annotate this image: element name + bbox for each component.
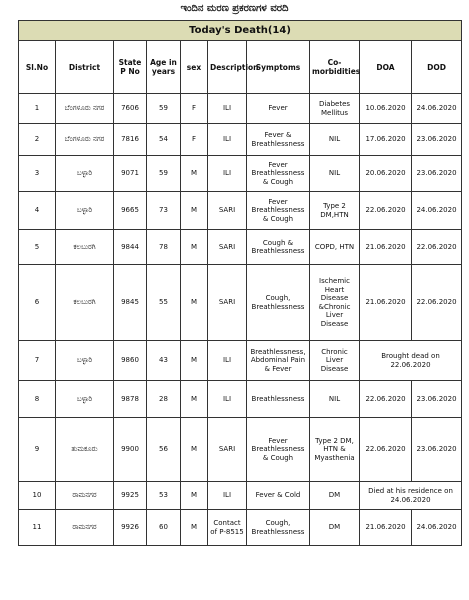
cell-slno: 2 [19, 124, 56, 156]
cell-age: 43 [147, 341, 181, 381]
cell-age: 53 [147, 482, 181, 510]
cell-dod: 23.06.2020 [412, 124, 462, 156]
cell-symptoms: Cough & Breathlessness [247, 230, 310, 265]
cell-age: 78 [147, 230, 181, 265]
cell-doa: 21.06.2020 [360, 230, 412, 265]
cell-sex: M [181, 341, 208, 381]
cell-symptoms: Breathlessness [247, 381, 310, 418]
cell-age: 56 [147, 418, 181, 482]
table-title: Today's Death(14) [19, 21, 462, 41]
cell-state-pno: 7606 [114, 94, 147, 124]
cell-district: ರಾಮನಗರ [56, 510, 114, 546]
page-heading: ಇಂದಿನ ಮರಣ ಪ್ರಕರಣಗಳ ವರದಿ [180, 3, 289, 14]
col-header-sex: sex [181, 41, 208, 94]
cell-comorbidities: NIL [310, 156, 360, 192]
table-row [19, 265, 462, 341]
cell-sex: M [181, 265, 208, 341]
table-row [19, 230, 462, 265]
cell-symptoms: Cough, Breathlessness [247, 510, 310, 546]
cell-doa: 21.06.2020 [360, 265, 412, 341]
cell-age: 73 [147, 192, 181, 230]
cell-state-pno: 9925 [114, 482, 147, 510]
cell-comorbidities: Chronic Liver Disease [310, 341, 360, 381]
cell-state-pno: 9665 [114, 192, 147, 230]
cell-description: ILI [208, 156, 247, 192]
cell-dod: 23.06.2020 [412, 156, 462, 192]
cell-age: 59 [147, 156, 181, 192]
cell-symptoms: Fever & Cold [247, 482, 310, 510]
cell-state-pno: 9844 [114, 230, 147, 265]
cell-description: SARI [208, 230, 247, 265]
cell-symptoms: Fever & Breathlessness [247, 124, 310, 156]
cell-state-pno: 9845 [114, 265, 147, 341]
table-row [19, 156, 462, 192]
cell-state-pno: 7816 [114, 124, 147, 156]
cell-symptoms: Cough, Breathlessness [247, 265, 310, 341]
cell-age: 55 [147, 265, 181, 341]
cell-sex: M [181, 482, 208, 510]
cell-slno: 8 [19, 381, 56, 418]
col-header-description: Description [208, 41, 247, 94]
col-header-symptoms: Symptoms [247, 41, 310, 94]
cell-slno: 3 [19, 156, 56, 192]
cell-state-pno: 9071 [114, 156, 147, 192]
cell-dod: 24.06.2020 [412, 94, 462, 124]
col-header-state-pno: State P No [114, 41, 147, 94]
cell-slno: 5 [19, 230, 56, 265]
cell-slno: 10 [19, 482, 56, 510]
cell-district: ಬಳ್ಳಾರಿ [56, 381, 114, 418]
cell-comorbidities: Diabetes Mellitus [310, 94, 360, 124]
cell-state-pno: 9860 [114, 341, 147, 381]
cell-symptoms: Fever [247, 94, 310, 124]
cell-doa: 17.06.2020 [360, 124, 412, 156]
cell-description: SARI [208, 265, 247, 341]
cell-sex: M [181, 156, 208, 192]
cell-dod: 23.06.2020 [412, 418, 462, 482]
table-title-row [19, 21, 462, 41]
cell-symptoms: Breathlessness, Abdominal Pain & Fever [247, 341, 310, 381]
cell-description: ILI [208, 94, 247, 124]
table-header-row [19, 41, 462, 94]
cell-district: ತುಮಕೂರು [56, 418, 114, 482]
cell-age: 59 [147, 94, 181, 124]
cell-comorbidities: DM [310, 482, 360, 510]
cell-sex: M [181, 192, 208, 230]
cell-state-pno: 9878 [114, 381, 147, 418]
cell-district: ಬೆಂಗಳೂರು ನಗರ [56, 94, 114, 124]
cell-comorbidities: Type 2 DM,HTN [310, 192, 360, 230]
cell-district: ಬಳ್ಳಾರಿ [56, 156, 114, 192]
cell-comorbidities: NIL [310, 124, 360, 156]
table-row [19, 124, 462, 156]
table-row [19, 418, 462, 482]
cell-description: ILI [208, 381, 247, 418]
cell-dod: 22.06.2020 [412, 265, 462, 341]
cell-dod: 24.06.2020 [412, 510, 462, 546]
cell-sex: M [181, 418, 208, 482]
cell-description: SARI [208, 192, 247, 230]
cell-comorbidities: COPD, HTN [310, 230, 360, 265]
col-header-slno: Sl.No [19, 41, 56, 94]
cell-sex: F [181, 94, 208, 124]
cell-slno: 9 [19, 418, 56, 482]
cell-doa: 22.06.2020 [360, 192, 412, 230]
cell-comorbidities: Ischemic Heart Disease &Chronic Liver Disease [310, 265, 360, 341]
cell-description: Contact of P-8515 [208, 510, 247, 546]
cell-doa: 22.06.2020 [360, 381, 412, 418]
cell-doa: 10.06.2020 [360, 94, 412, 124]
cell-district: ಕಲಬುರಗಿ [56, 265, 114, 341]
cell-age: 28 [147, 381, 181, 418]
deaths-table [18, 20, 462, 546]
table-row [19, 482, 462, 510]
cell-district: ಬಳ್ಳಾರಿ [56, 341, 114, 381]
cell-doa: 20.06.2020 [360, 156, 412, 192]
cell-district: ರಾಮನಗರ [56, 482, 114, 510]
cell-outcome-note: Brought dead on 22.06.2020 [360, 341, 462, 381]
cell-doa: 21.06.2020 [360, 510, 412, 546]
cell-comorbidities: Type 2 DM, HTN & Myasthenia [310, 418, 360, 482]
cell-description: ILI [208, 482, 247, 510]
cell-district: ಬಳ್ಳಾರಿ [56, 192, 114, 230]
cell-dod: 24.06.2020 [412, 192, 462, 230]
cell-sex: F [181, 124, 208, 156]
cell-slno: 1 [19, 94, 56, 124]
cell-district: ಕಲಬುರಗಿ [56, 230, 114, 265]
cell-slno: 6 [19, 265, 56, 341]
cell-age: 60 [147, 510, 181, 546]
col-header-district: District [56, 41, 114, 94]
cell-description: SARI [208, 418, 247, 482]
table-row [19, 341, 462, 381]
cell-sex: M [181, 510, 208, 546]
cell-slno: 4 [19, 192, 56, 230]
col-header-age: Age in years [147, 41, 181, 94]
cell-description: ILI [208, 341, 247, 381]
cell-district: ಬೆಂಗಳೂರು ನಗರ [56, 124, 114, 156]
table-row [19, 510, 462, 546]
cell-comorbidities: DM [310, 510, 360, 546]
cell-sex: M [181, 381, 208, 418]
cell-slno: 11 [19, 510, 56, 546]
cell-state-pno: 9926 [114, 510, 147, 546]
cell-doa: 22.06.2020 [360, 418, 412, 482]
cell-state-pno: 9900 [114, 418, 147, 482]
table-row [19, 94, 462, 124]
cell-sex: M [181, 230, 208, 265]
cell-comorbidities: NIL [310, 381, 360, 418]
cell-age: 54 [147, 124, 181, 156]
col-header-dod: DOD [412, 41, 462, 94]
col-header-comorbidities: Co-morbidities [310, 41, 360, 94]
cell-dod: 22.06.2020 [412, 230, 462, 265]
cell-dod: 23.06.2020 [412, 381, 462, 418]
cell-outcome-note: Died at his residence on 24.06.2020 [360, 482, 462, 510]
table-row [19, 381, 462, 418]
cell-description: ILI [208, 124, 247, 156]
table-row [19, 192, 462, 230]
cell-symptoms: Fever Breathlessness & Cough [247, 192, 310, 230]
col-header-doa: DOA [360, 41, 412, 94]
cell-symptoms: Fever Breathlessness & Cough [247, 156, 310, 192]
cell-symptoms: Fever Breathlessness & Cough [247, 418, 310, 482]
cell-slno: 7 [19, 341, 56, 381]
